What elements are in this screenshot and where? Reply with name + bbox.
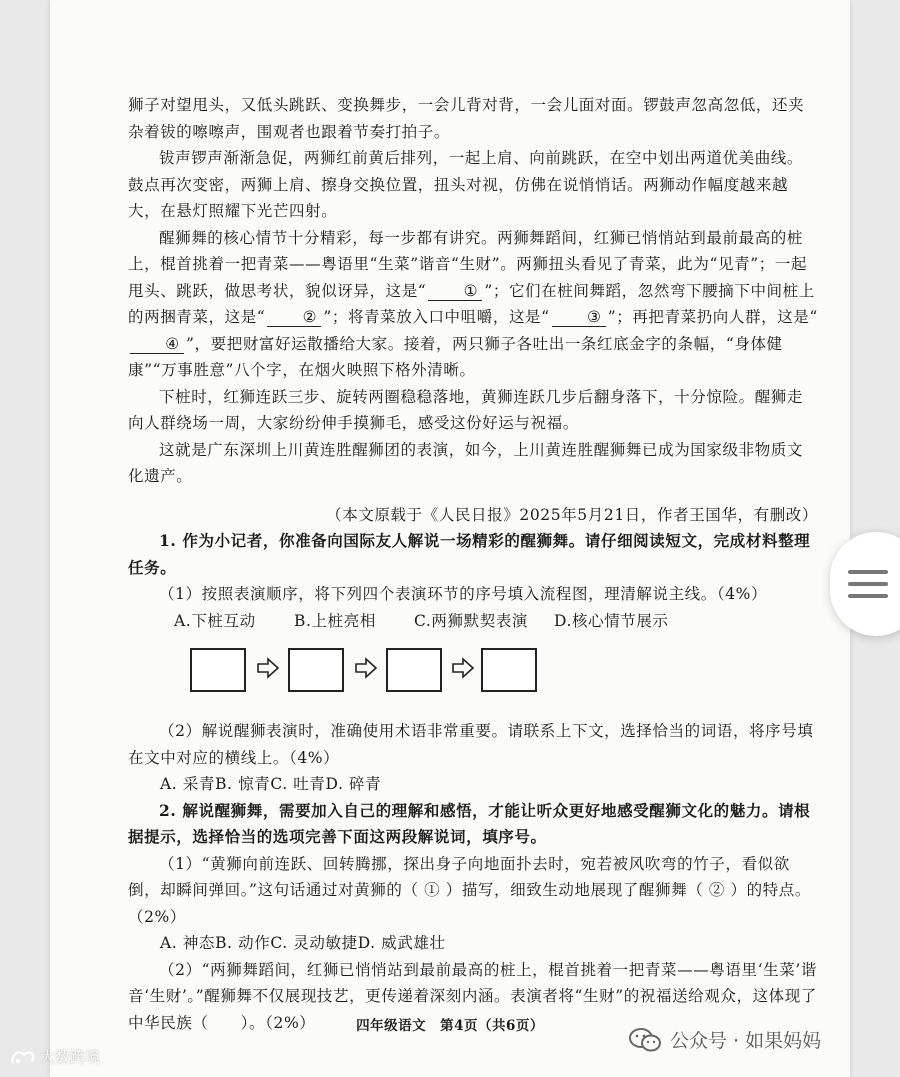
blank-3: ③ xyxy=(552,308,606,327)
arrow-right-icon xyxy=(354,657,378,679)
wechat-icon xyxy=(628,1027,662,1053)
option-b: B.上桩亮相 xyxy=(294,611,376,630)
arrow-right-icon xyxy=(256,657,280,679)
question-2-2: （2）“两狮舞蹈间，红狮已悄悄站到最前最高的桩上，棍首挑着一把青菜——粤语里‘生菜’谐音‘生财’。”醒狮舞不仅展现技艺，更传递着深刻内涵。表演者将“生财”的祝福送给观众，这体现了中华民族（ ）。（2%） xyxy=(128,960,817,1032)
flow-box-2[interactable] xyxy=(288,648,344,692)
option-d: D. 碎青 xyxy=(325,775,382,793)
article-paragraph-1: 狮子对望甩头，又低头跳跃、变换舞步，一会儿背对背，一会儿面对面。锣鼓声忽高忽低，还夹杂着钹的嚓嚓声，围观者也跟着节奏打拍子。 xyxy=(128,96,805,141)
question-2-title: 2. 解说醒狮舞，需要加入自己的理解和感悟，才能让听众更好地感受醒狮文化的魅力。请根据提示，选择恰当的选项完善下面这两段解说词，填序号。 xyxy=(128,800,811,846)
arrow-right-icon xyxy=(451,657,475,679)
flow-box-4[interactable] xyxy=(481,648,537,692)
floating-menu-button[interactable] xyxy=(830,532,900,636)
article-paragraph-4: 下桩时，红狮连跃三步、旋转两圈稳稳落地，黄狮连跃几步后翻身落下，十分惊险。醒狮走向人群绕场一周，大家纷纷伸手摸狮毛，感受这份好运与祝福。 xyxy=(128,387,804,432)
option-b: B. 动作 xyxy=(215,934,271,952)
question-1-1: （1）按照表演顺序，将下列四个表演环节的序号填入流程图，理清解说主线。（4%） xyxy=(159,585,768,603)
exam-page xyxy=(50,0,850,1077)
question-1-2-options xyxy=(128,771,818,798)
page-footer: 四年级语文 第4页（共6页） xyxy=(356,1018,544,1034)
text-run: ”；再把青菜扔向人群，这是“ xyxy=(607,308,818,326)
question-2-1-options xyxy=(128,930,818,957)
option-d: D.核心情节展示 xyxy=(554,611,669,630)
text-run: ”，要把财富好运散播给大家。接着，两只狮子各吐出一条红底金字的条幅，“身体健康”“万事胜意”八个字，在烟火映照下格外清晰。 xyxy=(128,334,783,379)
blank-1: ① xyxy=(428,282,482,301)
wechat-account-badge xyxy=(628,1026,821,1053)
flow-box-1[interactable] xyxy=(190,648,246,692)
hamburger-menu-icon xyxy=(848,594,888,598)
option-c: C. 灵动敏捷 xyxy=(270,934,358,952)
question-1-1-options xyxy=(128,608,818,635)
option-b: B. 惊青 xyxy=(215,775,271,793)
article-paragraph-2: 钹声锣声渐渐急促，两狮红前黄后排列，一起上肩、向前跳跃，在空中划出两道优美曲线。鼓点再次变密，两狮上肩、擦身交换位置，扭头对视，仿佛在说悄悄话。两狮动作幅度越来越大，在悬灯照耀下光芒四射。 xyxy=(128,149,804,220)
option-a: A. 采青 xyxy=(160,775,216,793)
option-a: A. 神态 xyxy=(160,934,216,952)
question-2-1: （1）“黄狮向前连跃、回转腾挪，探出身子向地面扑去时，宛若被风吹弯的竹子，看似欲倒，却瞬间弹回。”这句话通过对黄狮的（ ① ）描写，细致生动地展现了醒狮舞（ ② ）的特点。（2%） xyxy=(128,854,811,926)
flow-box-3[interactable] xyxy=(386,648,442,692)
option-d: D. 威武雄壮 xyxy=(357,934,446,952)
text-run: 醒狮舞的核心情节十分精彩，每一步都有讲究。两狮舞蹈间，红狮已悄悄站到最前最高的桩上，棍首挑着一把青菜——粤语里“生菜”谐音“生财”。两狮扭头看见了青菜，此为“见青”；一起甩头、跳跃，做思考状，貌似讶异，这是“ xyxy=(128,228,808,300)
flow-chart xyxy=(128,648,818,706)
hamburger-menu-icon xyxy=(848,570,888,574)
page-content xyxy=(128,92,818,1036)
watermark-label: 大数跨境 xyxy=(40,1048,101,1066)
option-c: C.两狮默契表演 xyxy=(414,611,529,630)
blank-4: ④ xyxy=(130,335,184,354)
text-run: ”；将青菜放入口中咀嚼，这是“ xyxy=(323,308,550,326)
watermark-logo-icon xyxy=(8,1047,38,1067)
article-source: （本文原载于《人民日报》2025年5月21日，作者王国华，有删改） xyxy=(326,505,818,524)
option-a: A.下桩互动 xyxy=(174,611,256,630)
hamburger-menu-icon xyxy=(848,582,888,586)
question-1-title: 1. 作为小记者，你准备向国际友人解说一场精彩的醒狮舞。请仔细阅读短文，完成材料整理任务。 xyxy=(128,531,811,577)
text-run: ”；它们在桩间舞蹈，忽然弯下腰摘下中间桩上的两捆青菜，这是“ xyxy=(128,281,815,326)
question-1-2: （2）解说醒狮表演时，准确使用术语非常重要。请联系上下文，选择恰当的词语，将序号填在文中对应的横线上。（4%） xyxy=(128,722,814,767)
watermark xyxy=(8,1046,100,1067)
blank-2: ② xyxy=(267,308,321,327)
article-paragraph-5: 这就是广东深圳上川黄连胜醒狮团的表演，如今，上川黄连胜醒狮舞已成为国家级非物质文化遗产。 xyxy=(128,440,804,485)
option-c: C. 吐青 xyxy=(270,775,326,793)
article-paragraph-3 xyxy=(128,225,818,384)
wechat-account-label: 公众号 · 如果妈妈 xyxy=(670,1030,822,1052)
